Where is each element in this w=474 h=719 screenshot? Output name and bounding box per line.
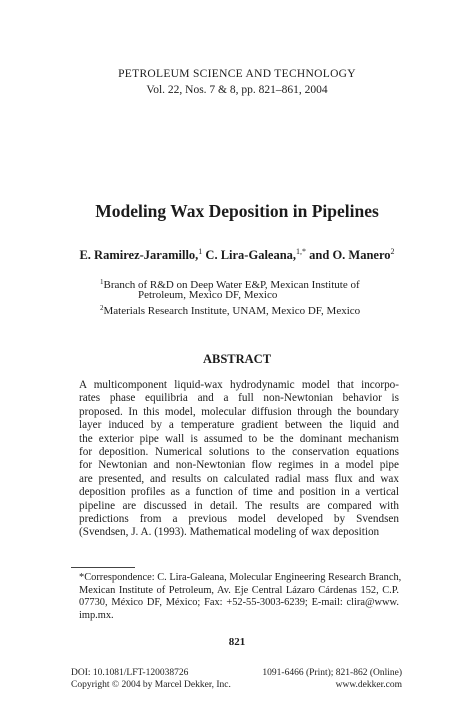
abstract-line: predictions from a previous model developed by Svendsen [79, 513, 399, 526]
affiliation-2 [100, 302, 360, 318]
correspondence-footnote [79, 572, 402, 622]
abstract-line: for deposition. Numerical solutions to the conservation equations [79, 446, 399, 459]
abstract-line: the exterior pipe wall is assumed to be the dominant mechanism [79, 432, 399, 445]
affiliation-2-superscript: 2 [100, 304, 104, 312]
footnote-line: 07730, México DF, México; Fax: +52-55-3003-6239; E-mail: clira@www. [79, 597, 399, 609]
journal-volume-line: Vol. 22, Nos. 7 & 8, pp. 821–861, 2004 [146, 84, 328, 96]
publisher-website: www.dekker.com [335, 679, 402, 690]
abstract-line: proposed. In this model, molecular diffusion through the boundary [79, 405, 399, 418]
affiliation-1-line-2: Petroleum, Mexico DF, Mexico [138, 289, 278, 301]
affiliation-1-line-1: Branch of R&D on Deep Water E&P, Mexican Institute of [103, 279, 360, 291]
author-3-name: and O. Manero [306, 248, 391, 262]
abstract-line: (Svendsen, J. A. (1993). Mathematical modeling of wax deposition [79, 526, 380, 539]
issn-text: 1091-6466 (Print); 821-862 (Online) [262, 668, 402, 678]
author-list [0, 247, 474, 263]
footnote-line: Mexican Institute of Petroleum, Av. Eje Central Lázaro Cárdenas 152, C.P. [79, 584, 399, 596]
abstract-body [79, 379, 399, 540]
footnote-divider [71, 567, 135, 568]
abstract-line: layer induced by a temperature gradient between the liquid and [79, 419, 399, 432]
affiliation-2-line-1: Materials Research Institute, UNAM, Mexico DF, Mexico [103, 305, 361, 317]
author-3-superscript: 2 [390, 247, 395, 256]
abstract-line: rates phase equilibria and a full non-Newtonian behavior is [79, 392, 399, 405]
abstract-line: are presented, and results on calculated radial mass flux and wax [79, 472, 399, 485]
author-2-superscript: 1,* [296, 247, 307, 256]
paper-title: Modeling Wax Deposition in Pipelines [95, 201, 379, 221]
doi-text: DOI: 10.1081/LFT-120038726 [71, 668, 189, 678]
copyright-text: Copyright © 2004 by Marcel Dekker, Inc. [71, 679, 231, 690]
affiliation-1-continued [138, 289, 277, 302]
affiliation-1-superscript: 1 [100, 278, 104, 286]
abstract-line: deposition profiles as a function of time and position in a vertical [79, 486, 399, 499]
abstract-line: for Newtonian and non-Newtonian flow regimes in a model pipe [79, 459, 399, 472]
author-1-name: E. Ramirez-Jaramillo, [79, 248, 199, 262]
abstract-line: pipeline are discussed in detail. The results are compared with [79, 499, 399, 512]
footer-left [71, 668, 231, 691]
footnote-line: imp.mx. [79, 609, 114, 621]
abstract-line: A multicomponent liquid-wax hydrodynamic model that incorpo- [79, 379, 399, 391]
author-1-superscript: 1 [198, 247, 203, 256]
author-2-name: C. Lira-Galeana, [202, 248, 297, 262]
page-number: 821 [228, 636, 246, 648]
abstract-heading: ABSTRACT [202, 352, 272, 366]
footer-right [262, 668, 402, 691]
footnote-line: *Correspondence: C. Lira-Galeana, Molecular Engineering Research Branch, [79, 572, 402, 583]
journal-name: PETROLEUM SCIENCE AND TECHNOLOGY [118, 68, 356, 80]
